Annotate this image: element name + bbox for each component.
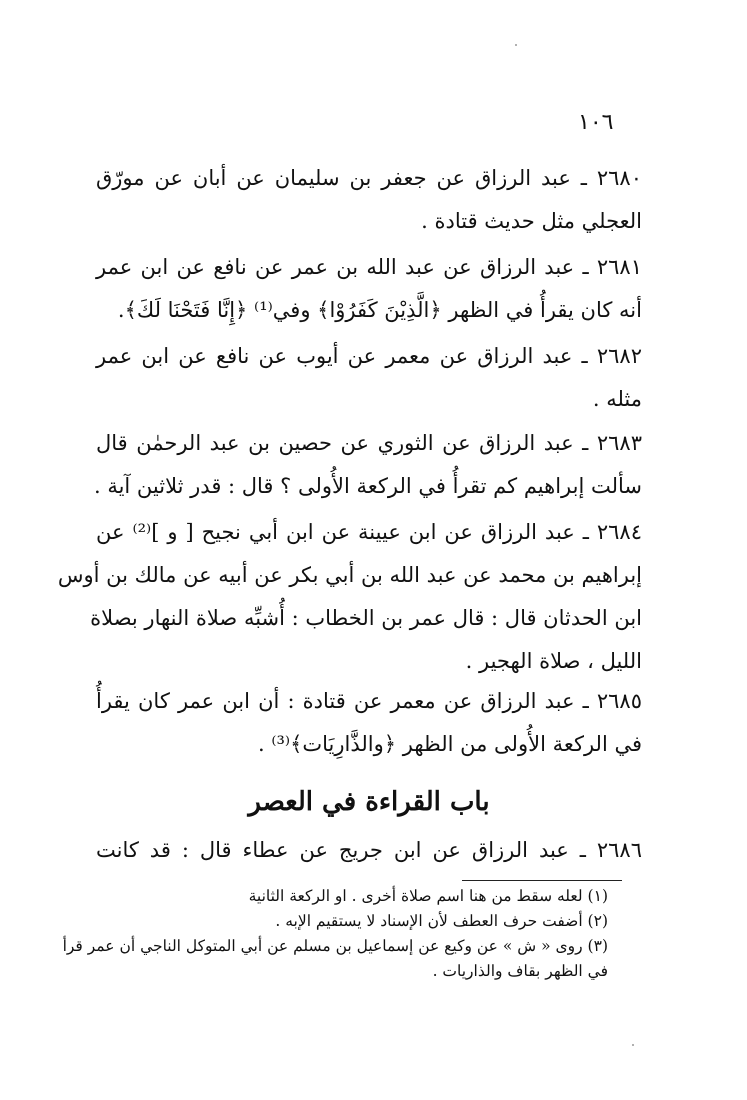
paragraph-line: سألت إبراهيم كم تقرأُ في الركعة الأُولى ؟ قال : قدر ثلاثين آية . <box>93 474 642 498</box>
paragraph-line: الليل ، صلاة الهجير . <box>465 649 642 673</box>
paragraph-line: ٢٦٨٥ ـ عبد الرزاق عن معمر عن قتادة : أن ابن عمر كان يقرأُ <box>96 689 642 713</box>
chapter-heading: باب القراءة في العصر <box>248 787 490 817</box>
hadith-paragraph-2686 <box>96 829 642 872</box>
footnote-3-continued: في الظهر بقاف والذاريات . <box>432 962 608 980</box>
hadith-paragraph-2680 <box>96 157 642 243</box>
paragraph-line: إبراهيم بن محمد عن عبد الله بن أبي بكر عن أبيه عن مالك بن أوس <box>57 563 642 587</box>
paragraph-line: أنه كان يقرأُ في الظهر ﴿الَّذِيْنَ كَفَرُوْا﴾ وفي⁽¹⁾ ﴿إِنَّا فَتَحْنَا لَكَ﴾. <box>117 298 642 322</box>
paragraph-line: العجلي مثل حديث قتادة . <box>421 209 642 233</box>
footnote-1: (١) لعله سقط من هنا اسم صلاة أخرى . او الركعة الثانية <box>248 887 608 905</box>
paragraph-line: ٢٦٨٣ ـ عبد الرزاق عن الثوري عن حصين بن عبد الرحمٰن قال <box>96 431 642 455</box>
scan-speck <box>515 44 517 46</box>
page-number: ١٠٦ <box>578 110 614 135</box>
paragraph-line: في الركعة الأُولى من الظهر ﴿والذَّارِيَات﴾⁽³⁾ . <box>257 732 642 756</box>
hadith-paragraph-2681 <box>96 246 642 332</box>
footnote-2: (٢) أضفت حرف العطف لأن الإسناد لا يستقيم الإبه . <box>275 912 608 930</box>
footnotes <box>62 884 608 984</box>
paragraph-line: ٢٦٨٠ ـ عبد الرزاق عن جعفر بن سليمان عن أبان عن مورّق <box>96 166 642 190</box>
paragraph-line: ٢٦٨٦ ـ عبد الرزاق عن ابن جريج عن عطاء قال : قد كانت <box>96 838 642 862</box>
hadith-paragraph-2685 <box>96 680 642 766</box>
footnote-3: (٣) روى « ش » عن وكيع عن إسماعيل بن مسلم عن أبي المتوكل الناجي أن عمر قرأ <box>62 937 608 955</box>
hadith-paragraph-2682 <box>96 335 642 421</box>
footnote-divider <box>462 880 622 881</box>
paragraph-line: ابن الحدثان قال : قال عمر بن الخطاب : أُشبِّه صلاة النهار بصلاة <box>90 606 642 630</box>
hadith-paragraph-2684 <box>57 511 642 683</box>
hadith-paragraph-2683 <box>93 422 642 508</box>
paragraph-line: ٢٦٨١ ـ عبد الرزاق عن عبد الله بن عمر عن نافع عن ابن عمر <box>96 255 642 279</box>
paragraph-line: مثله . <box>592 387 642 411</box>
paragraph-line: ٢٦٨٤ ـ عبد الرزاق عن ابن عيينة عن ابن أبي نجيح [ و ]⁽²⁾ عن <box>96 520 642 544</box>
paragraph-line: ٢٦٨٢ ـ عبد الرزاق عن معمر عن أيوب عن نافع عن ابن عمر <box>96 344 642 368</box>
scan-speck <box>632 1044 634 1046</box>
